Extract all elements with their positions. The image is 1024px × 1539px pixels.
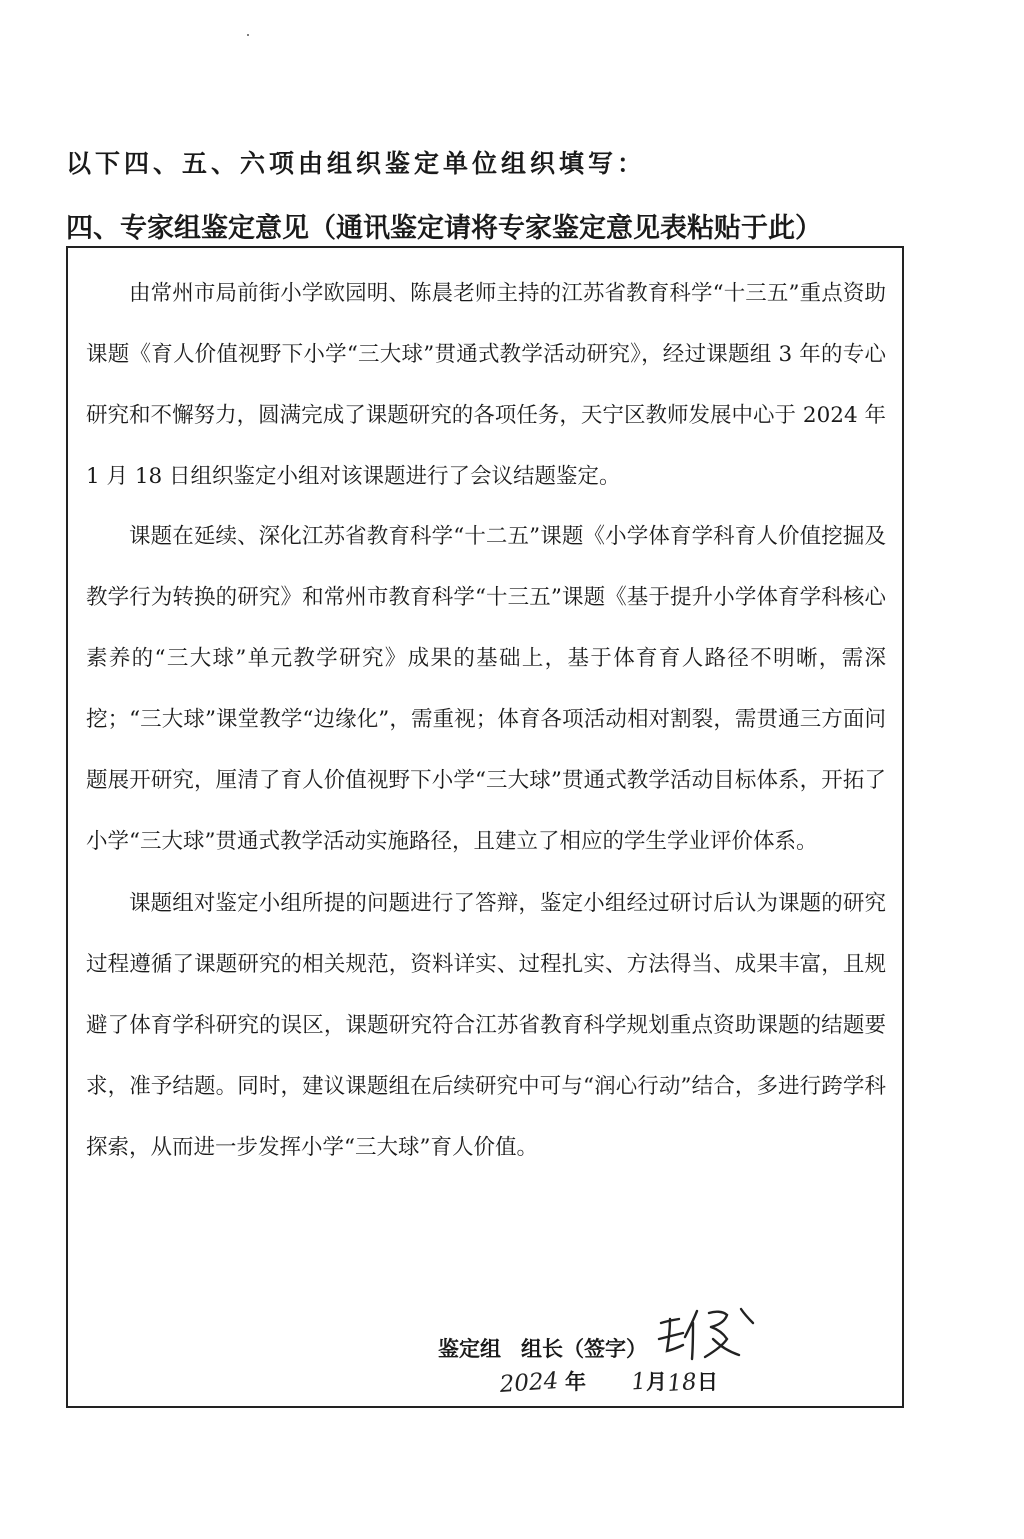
date-year-unit: 年 [565,1370,586,1394]
opinion-paragraph-2: 课题在延续、深化江苏省教育科学“十二五”课题《小学体育学科育人价值挖掘及教学行为转换的研究》和常州市教育科学“十三五”课题《基于提升小学体育学科核心素养的“三大球”单元教学研究》成果的基础上，基于体育育人路径不明晰，需深挖；“三大球”课堂教学“边缘化”，需重视；体育各项活动相对割裂，需贯通三方面问题展开研究，厘清了育人价值视野下小学“三大球”贯通式教学活动目标体系，开拓了小学“三大球”贯通式教学活动实施路径，且建立了相应的学生学业评价体系。 [86,524,886,854]
group-label: 鉴定组 [438,1337,501,1361]
date-day-unit: 日 [697,1370,718,1394]
intro-instruction: 以下四、五、六项由组织鉴定单位组织填写： [66,149,647,178]
opinion-paragraph-3: 课题组对鉴定小组所提的问题进行了答辩，鉴定小组经过研讨后认为课题的研究过程遵循了课题研究的相关规范，资料详实、过程扎实、方法得当、成果丰富，且规避了体育学科研究的误区，课题研究符合江苏省教育科学规划重点资助课题的结题要求，准予结题。同时，建议课题组在后续研究中可与“润心行动”结合，多进行跨学科探索，从而进一步发挥小学“三大球”育人价值。 [86,891,886,1160]
leader-label: 组长（签字） [521,1337,647,1361]
date-year: 2024 [498,1367,560,1399]
handwritten-signature [653,1303,763,1363]
opinion-paragraph-1: 由常州市局前街小学欧园明、陈晨老师主持的江苏省教育科学“十三五”重点资助课题《育人价值视野下小学“三大球”贯通式教学活动研究》，经过课题组 3 年的专心研究和不懈努力，圆满完成了课题研究的各项任务，天宁区教师发展中心于 2024 年 1 月 18 日组织鉴定小组对该课题进行了会议结题鉴定。 [86,281,886,489]
scan-speck [247,34,249,36]
date-month-unit: 月 [646,1370,667,1394]
section-heading: 四、专家组鉴定意见（通讯鉴定请将专家鉴定意见表粘贴于此） [66,213,822,244]
date-day: 18 [666,1369,698,1397]
date-row [493,1366,718,1399]
signature-row [438,1303,763,1363]
expert-opinion-box [66,246,904,1408]
date-month: 1 [630,1368,647,1396]
